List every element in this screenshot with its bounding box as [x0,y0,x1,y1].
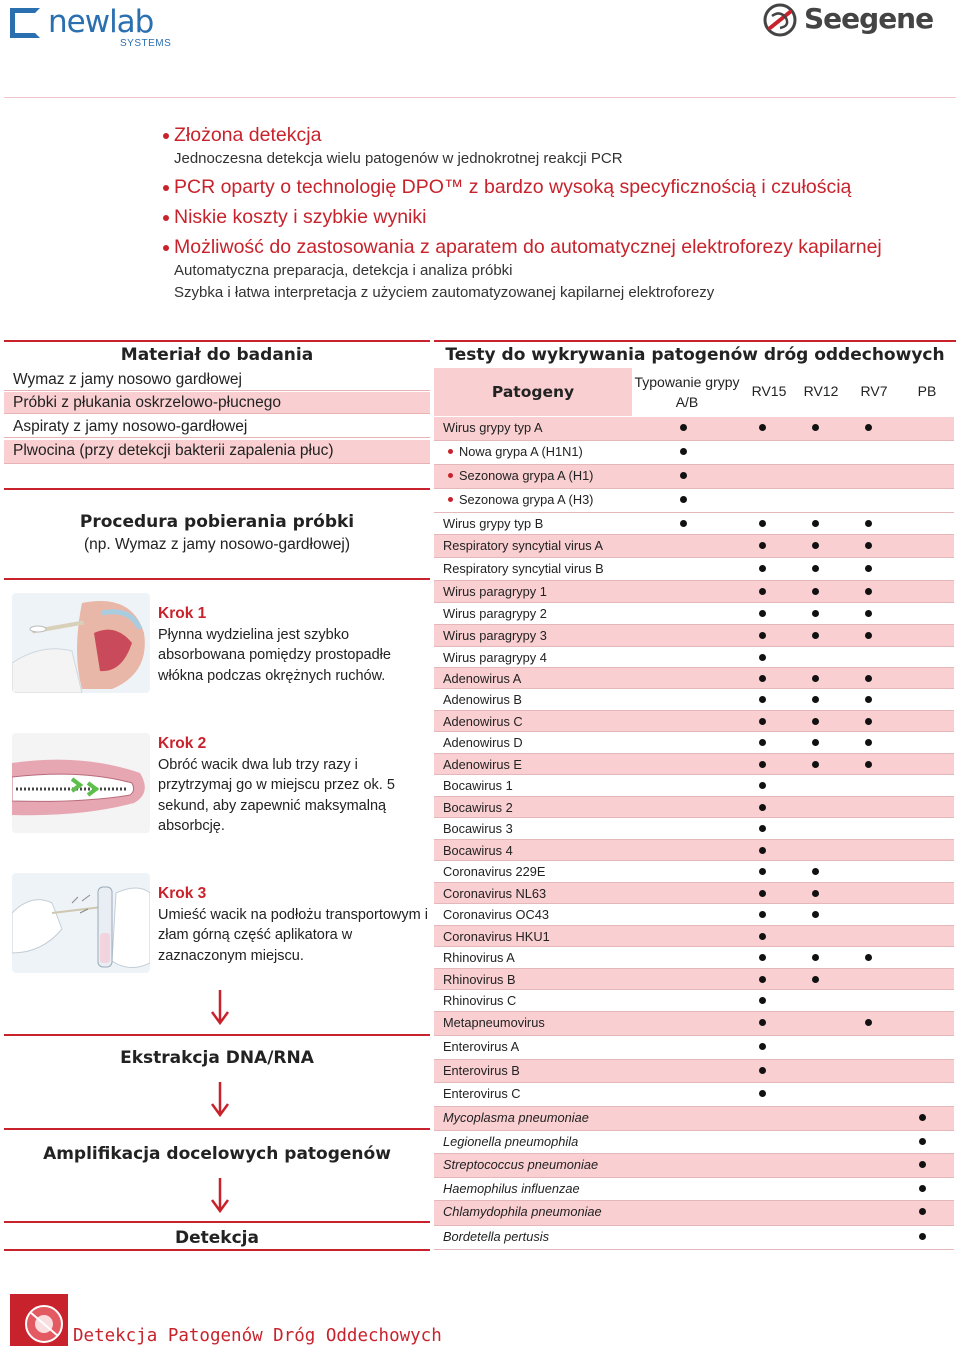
table-row [434,417,954,441]
table-row [434,754,954,775]
step-1-text: Płynna wydzielina jest szybko absorbowana pomiędzy prostopadłe włókna podczas okrężnych ruchów. [158,626,391,684]
detection-dot-icon [812,890,819,897]
col-header-rv12: RV12 [803,383,839,399]
detection-dot-icon [759,520,766,527]
step-1-title: Krok 1 [158,605,207,622]
table-row [434,647,954,668]
detection-dot-icon [919,1138,926,1145]
step-3-title: Krok 3 [158,885,207,902]
bullet-icon [448,473,453,478]
detection-dot-icon [812,632,819,639]
detection-dot-icon [865,1019,872,1026]
feature-item [163,174,953,200]
table-row [434,969,954,990]
pathogen-name: Coronavirus OC43 [443,907,549,922]
pathogen-name: Coronavirus 229E [443,864,546,879]
detection-dot-icon [759,976,766,983]
feature-subtext: Automatyczna preparacja, detekcja i analiza próbki [174,262,513,279]
procedure-title: Procedura pobierania próbki [79,512,355,532]
table-row [434,1083,954,1107]
pathogen-name: Wirus grypy typ A [443,420,543,435]
pathogen-name: Rhinovirus A [443,950,515,965]
bullet-icon [163,245,169,251]
arrow-down-icon [210,1082,230,1118]
pathogen-name: Bocawirus 3 [443,821,513,836]
detection-dot-icon [759,696,766,703]
feature-text: PCR oparty o technologię DPO™ z bardzo wysoką specyficznością i czułością [174,176,852,198]
detection-dot-icon [759,424,766,431]
pathogen-name: Sezonowa grypa A (H1) [459,468,594,483]
detection-dot-icon [865,761,872,768]
col-header-typing: Typowanie grypy A/B [634,374,740,410]
arrow-down-icon [210,990,230,1026]
detection-dot-icon [812,761,819,768]
table-row [434,926,954,947]
material-row: Wymaz z jamy nosowo gardłowej [4,369,430,391]
detection-dot-icon [865,954,872,961]
detection-dot-icon [812,976,819,983]
pathogen-name: Bocawirus 2 [443,800,513,815]
detection-dot-icon [865,565,872,572]
table-row [434,711,954,732]
newlab-logo-text: newlab [48,4,154,40]
bullet-icon [448,497,453,502]
step-2 [158,734,428,837]
arrow-down-icon [210,1178,230,1214]
detection-dot-icon [919,1233,926,1240]
detection-dot-icon [812,696,819,703]
table-row [434,535,954,558]
detection-dot-icon [759,825,766,832]
table-row [434,465,954,489]
feature-item [163,204,953,230]
table-row [434,990,954,1012]
detection-dot-icon [759,654,766,661]
detection-dot-icon [759,933,766,940]
feature-text: Możliwość do zastosowania z aparatem do automatycznej elektroforezy kapilarnej [174,236,882,258]
detection-dot-icon [759,1019,766,1026]
table-row [434,489,954,513]
pathogen-name: Nowa grypa A (H1N1) [459,444,583,459]
flow-detection: Detekcja [4,1221,430,1251]
feature-item [163,234,953,260]
detection-dot-icon [759,847,766,854]
detection-dot-icon [759,675,766,682]
detection-dot-icon [680,424,687,431]
detection-dot-icon [759,632,766,639]
detection-dot-icon [812,565,819,572]
detection-dot-icon [759,1090,766,1097]
pathogen-name: Respiratory syncytial virus A [443,538,604,553]
pathogen-name: Wirus paragrypy 1 [443,584,547,599]
detection-dot-icon [812,588,819,595]
features-list [163,122,953,304]
detection-dot-icon [865,610,872,617]
footer-logo [10,1294,68,1346]
detection-dot-icon [865,675,872,682]
pathogen-name: Coronavirus NL63 [443,886,547,901]
pathogen-name: Bocawirus 1 [443,778,513,793]
pathogen-name: Streptococcus pneumoniae [443,1157,599,1172]
bullet-icon [163,133,169,139]
step-3 [158,884,428,966]
detection-dot-icon [680,496,687,503]
tests-heading: Testy do wykrywania patogenów dróg oddechowych [434,340,956,368]
detection-dot-icon [759,911,766,918]
table-row [434,441,954,465]
pathogen-name: Enterovirus B [443,1063,520,1078]
feature-subtext: Szybka i łatwa interpretacja z użyciem zautomatyzowanej kapilarnej elektroforezy [174,284,715,301]
detection-dot-icon [759,954,766,961]
detection-dot-icon [759,782,766,789]
detection-dot-icon [812,739,819,746]
detection-dot-icon [759,804,766,811]
table-row [434,775,954,797]
table-row [434,1154,954,1178]
step-2-title: Krok 2 [158,735,207,752]
feature-text: Niskie koszty i szybkie wyniki [174,206,427,228]
pathogen-name: Legionella pneumophila [443,1134,579,1149]
detection-dot-icon [812,954,819,961]
table-row [434,947,954,969]
pathogen-name: Adenowirus A [443,671,522,686]
pathogen-name: Mycoplasma pneumoniae [443,1110,589,1125]
seegene-logo-text: Seegene [804,2,934,35]
pathogen-name: Enterovirus A [443,1039,520,1054]
step-3-text: Umieść wacik na podłożu transportowym i złam górną część aplikatora w zaznaczonym miejscu. [158,906,428,964]
table-row [434,625,954,647]
pathogen-name: Wirus paragrypy 2 [443,606,547,621]
detection-dot-icon [759,610,766,617]
detection-dot-icon [812,424,819,431]
table-row [434,603,954,625]
detection-dot-icon [919,1208,926,1215]
pathogen-name: Rhinovirus B [443,972,516,987]
detection-dot-icon [759,890,766,897]
detection-dot-icon [759,997,766,1004]
pathogen-name: Metapneumovirus [443,1015,545,1030]
table-row [434,1060,954,1083]
feature-text: Złożona detekcja [174,124,322,146]
detection-dot-icon [919,1161,926,1168]
table-row [434,883,954,904]
detection-dot-icon [812,675,819,682]
pathogen-name: Wirus grypy typ B [443,516,544,531]
pathogen-name: Wirus paragrypy 3 [443,628,547,643]
table-row [434,1201,954,1226]
footer-title: Detekcja Patogenów Dróg Oddechowych [73,1326,442,1346]
detection-dot-icon [812,520,819,527]
table-row [434,818,954,840]
col-header-pb: PB [917,383,937,399]
step-1 [158,604,428,686]
pathogen-name: Respiratory syncytial virus B [443,561,604,576]
detection-dot-icon [759,718,766,725]
material-row: Plwocina (przy detekcji bakterii zapalenia płuc) [4,440,430,464]
detection-dot-icon [812,542,819,549]
table-row [434,1226,954,1250]
table-row [434,840,954,861]
col-header-rv7: RV7 [860,383,888,399]
detection-dot-icon [812,911,819,918]
seegene-logo-mark [762,2,798,38]
step-1-illustration [12,593,150,693]
pathogen-name: Coronavirus HKU1 [443,929,550,944]
detection-dot-icon [865,520,872,527]
step-3-illustration [12,873,150,973]
detection-dot-icon [812,718,819,725]
pathogen-name: Adenowirus C [443,714,523,729]
bullet-icon [163,215,169,221]
detection-dot-icon [865,718,872,725]
feature-subtext: Jednoczesna detekcja wielu patogenów w jednokrotnej reakcji PCR [174,150,623,167]
table-row [434,861,954,883]
detection-dot-icon [680,472,687,479]
pathogen-name: Haemophilus influenzae [443,1181,580,1196]
detection-dot-icon [919,1114,926,1121]
bullet-icon [163,185,169,191]
pathogen-name: Chlamydophila pneumoniae [443,1204,602,1219]
detection-dot-icon [759,761,766,768]
detection-dot-icon [759,588,766,595]
feature-item [163,122,953,148]
step-2-text: Obróć wacik dwa lub trzy razy i przytrzymaj go w miejscu przez ok. 5 sekund, aby zapewnić maksymalną absorbcję. [158,756,395,834]
detection-dot-icon [759,868,766,875]
newlab-logo-mark [10,8,40,38]
detection-dot-icon [680,520,687,527]
pathogen-name: Bordetella pertusis [443,1229,549,1244]
detection-dot-icon [759,1067,766,1074]
detection-dot-icon [759,565,766,572]
col-header-pathogens: Patogeny [434,368,632,416]
flow-extraction: Ekstrakcja DNA/RNA [4,1034,430,1094]
step-2-illustration [12,733,150,833]
table-row [434,732,954,754]
table-row [434,558,954,581]
table-row [434,1178,954,1201]
table-row [434,904,954,926]
pathogen-name: Bocawirus 4 [443,843,513,858]
detection-dot-icon [919,1185,926,1192]
material-row: Próbki z płukania oskrzelowo-płucnego [4,392,430,414]
table-row [434,1107,954,1131]
header-divider [4,97,956,98]
newlab-logo-sub: SYSTEMS [120,38,172,49]
detection-dot-icon [865,696,872,703]
table-row [434,513,954,535]
pathogen-name: Adenowirus E [443,757,522,772]
procedure-heading [4,488,430,580]
pathogen-name: Enterovirus C [443,1086,521,1101]
table-row [434,1131,954,1154]
pathogen-name: Sezonowa grypa A (H3) [459,492,594,507]
table-row [434,1012,954,1036]
pathogen-name: Wirus paragrypy 4 [443,650,547,665]
pathogen-name: Adenowirus B [443,692,522,707]
seegene-logo [762,2,942,38]
table-row [434,689,954,711]
flow-amplification: Amplifikacja docelowych patogenów [4,1128,430,1184]
detection-dot-icon [759,739,766,746]
pathogen-name: Rhinovirus C [443,993,517,1008]
detection-dot-icon [865,632,872,639]
detection-dot-icon [865,424,872,431]
pathogen-name: Adenowirus D [443,735,523,750]
detection-dot-icon [759,1043,766,1050]
detection-dot-icon [865,542,872,549]
detection-dot-icon [865,739,872,746]
table-row [434,668,954,689]
table-row [434,797,954,818]
col-header-rv15: RV15 [751,383,787,399]
table-row [434,1036,954,1060]
table-row [434,581,954,603]
bullet-icon [448,449,453,454]
detection-dot-icon [680,448,687,455]
material-heading: Materiał do badania [4,340,430,368]
material-row: Aspiraty z jamy nosowo-gardłowej [4,416,430,438]
detection-dot-icon [759,542,766,549]
detection-dot-icon [812,610,819,617]
detection-dot-icon [865,588,872,595]
newlab-logo [8,4,178,48]
procedure-subtitle: (np. Wymaz z jamy nosowo-gardłowej) [83,536,351,553]
detection-dot-icon [812,868,819,875]
